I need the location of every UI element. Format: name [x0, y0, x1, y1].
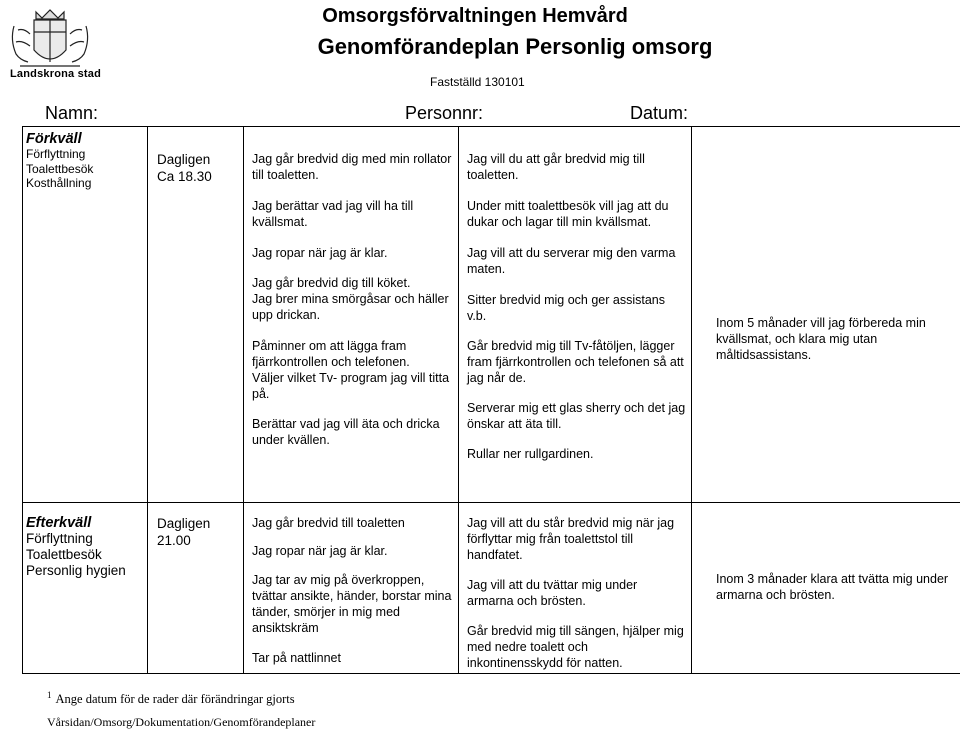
section-subtitle: Förflyttning — [26, 531, 93, 546]
performer-text: Väljer vilket Tv- program jag vill titta på. — [252, 371, 450, 401]
performer-text: Påminner om att lägga fram fjärrkontrollen och telefonen. — [252, 339, 410, 369]
section-cell — [23, 127, 148, 503]
wish-text: Serverar mig ett glas sherry och det jag önskar att äta till. — [467, 401, 686, 431]
time-cell — [148, 503, 244, 674]
performer-text: Jag tar av mig på överkroppen, tvättar ansikte, händer, borstar mina tänder, smörjer in mig med ansiktskräm — [252, 573, 452, 635]
plan-table — [22, 126, 960, 674]
section-subtitle: Toalettbesök — [26, 161, 94, 176]
organization-title: Omsorgsförvaltningen Hemvård — [322, 5, 628, 27]
wish-text: Jag vill du att går bredvid mig till toaletten. — [467, 152, 645, 182]
wish-text: Sitter bredvid mig och ger assistans v.b. — [467, 293, 666, 323]
section-subtitle: Kosthållning — [26, 176, 92, 190]
section-subtitle: Toalettbesök — [26, 547, 102, 562]
time-text: Dagligen — [157, 152, 211, 167]
performer-text: Jag går bredvid dig med min rollator till toaletten. — [252, 152, 452, 182]
performer-cell — [244, 127, 459, 503]
wish-text: Under mitt toalettbesök vill jag att du dukar och lagar till min kvällsmat. — [467, 199, 669, 229]
time-cell — [148, 127, 244, 503]
section-subtitle: Förflyttning — [26, 147, 86, 161]
time-text: Ca 18.30 — [157, 169, 212, 184]
footnote — [47, 690, 295, 707]
performer-text: Jag berättar vad jag vill ha till kvällsmat. — [252, 199, 414, 229]
logo-text: Landskrona stad — [10, 68, 102, 80]
wish-cell — [459, 503, 692, 674]
goal-text: Inom 5 månader vill jag förbereda min kvällsmat, och klara mig utan måltidsassistans. — [716, 316, 926, 362]
wish-text: Jag vill att du tvättar mig under armarna och brösten. — [467, 578, 638, 608]
personnr-label: Personnr: — [405, 103, 484, 123]
section-title: Efterkväll — [26, 515, 92, 531]
performer-text: Berättar vad jag vill äta och dricka under kvällen. — [252, 417, 440, 447]
goal-text: Inom 3 månader klara att tvätta mig under armarna och brösten. — [716, 572, 949, 602]
footer-path: Vårsidan/Omsorg/Dokumentation/Genomförandeplaner — [47, 715, 316, 729]
document-title: Genomförandeplan Personlig omsorg — [317, 34, 713, 59]
section-cell — [23, 503, 148, 674]
table-row — [23, 503, 960, 674]
performer-text: Jag går bredvid dig till köket. — [252, 276, 411, 290]
date-label: Datum: — [630, 103, 689, 123]
wish-text: Går bredvid mig till Tv-fåtöljen, lägger fram fjärrkontrollen och telefonen så att jag når de. — [467, 339, 684, 385]
wish-text: Går bredvid mig till sängen, hjälper mig med nedre toalett och inkontinensskydd för natten. — [467, 624, 684, 670]
performer-text: Tar på nattlinnet — [252, 651, 341, 665]
performer-text: Jag går bredvid till toaletten — [252, 516, 405, 530]
time-text: Dagligen — [157, 516, 211, 531]
table-row — [23, 127, 960, 503]
wish-text: Rullar ner rullgardinen. — [467, 447, 594, 461]
performer-text: Jag ropar när jag är klar. — [252, 544, 388, 558]
wish-text: Jag vill att du står bredvid mig när jag förflyttar mig från toalettstol till handfatet. — [467, 516, 675, 562]
performer-text: Jag brer mina smörgåsar och häller upp drickan. — [252, 292, 449, 322]
footnote-text: Ange datum för de rader där förändringar gjorts — [55, 692, 295, 706]
performer-cell — [244, 503, 459, 674]
time-text: 21.00 — [157, 533, 191, 548]
established-date: Fastställd 130101 — [430, 75, 525, 89]
performer-text: Jag ropar när jag är klar. — [252, 246, 388, 260]
goal-cell — [692, 127, 960, 503]
section-title: Förkväll — [26, 131, 82, 147]
footnote-marker: 1 — [47, 690, 52, 700]
section-subtitle: Personlig hygien — [26, 563, 126, 578]
wish-text: Jag vill att du serverar mig den varma maten. — [467, 246, 676, 276]
goal-cell — [692, 503, 960, 674]
wish-cell — [459, 127, 692, 503]
name-label: Namn: — [45, 103, 99, 123]
